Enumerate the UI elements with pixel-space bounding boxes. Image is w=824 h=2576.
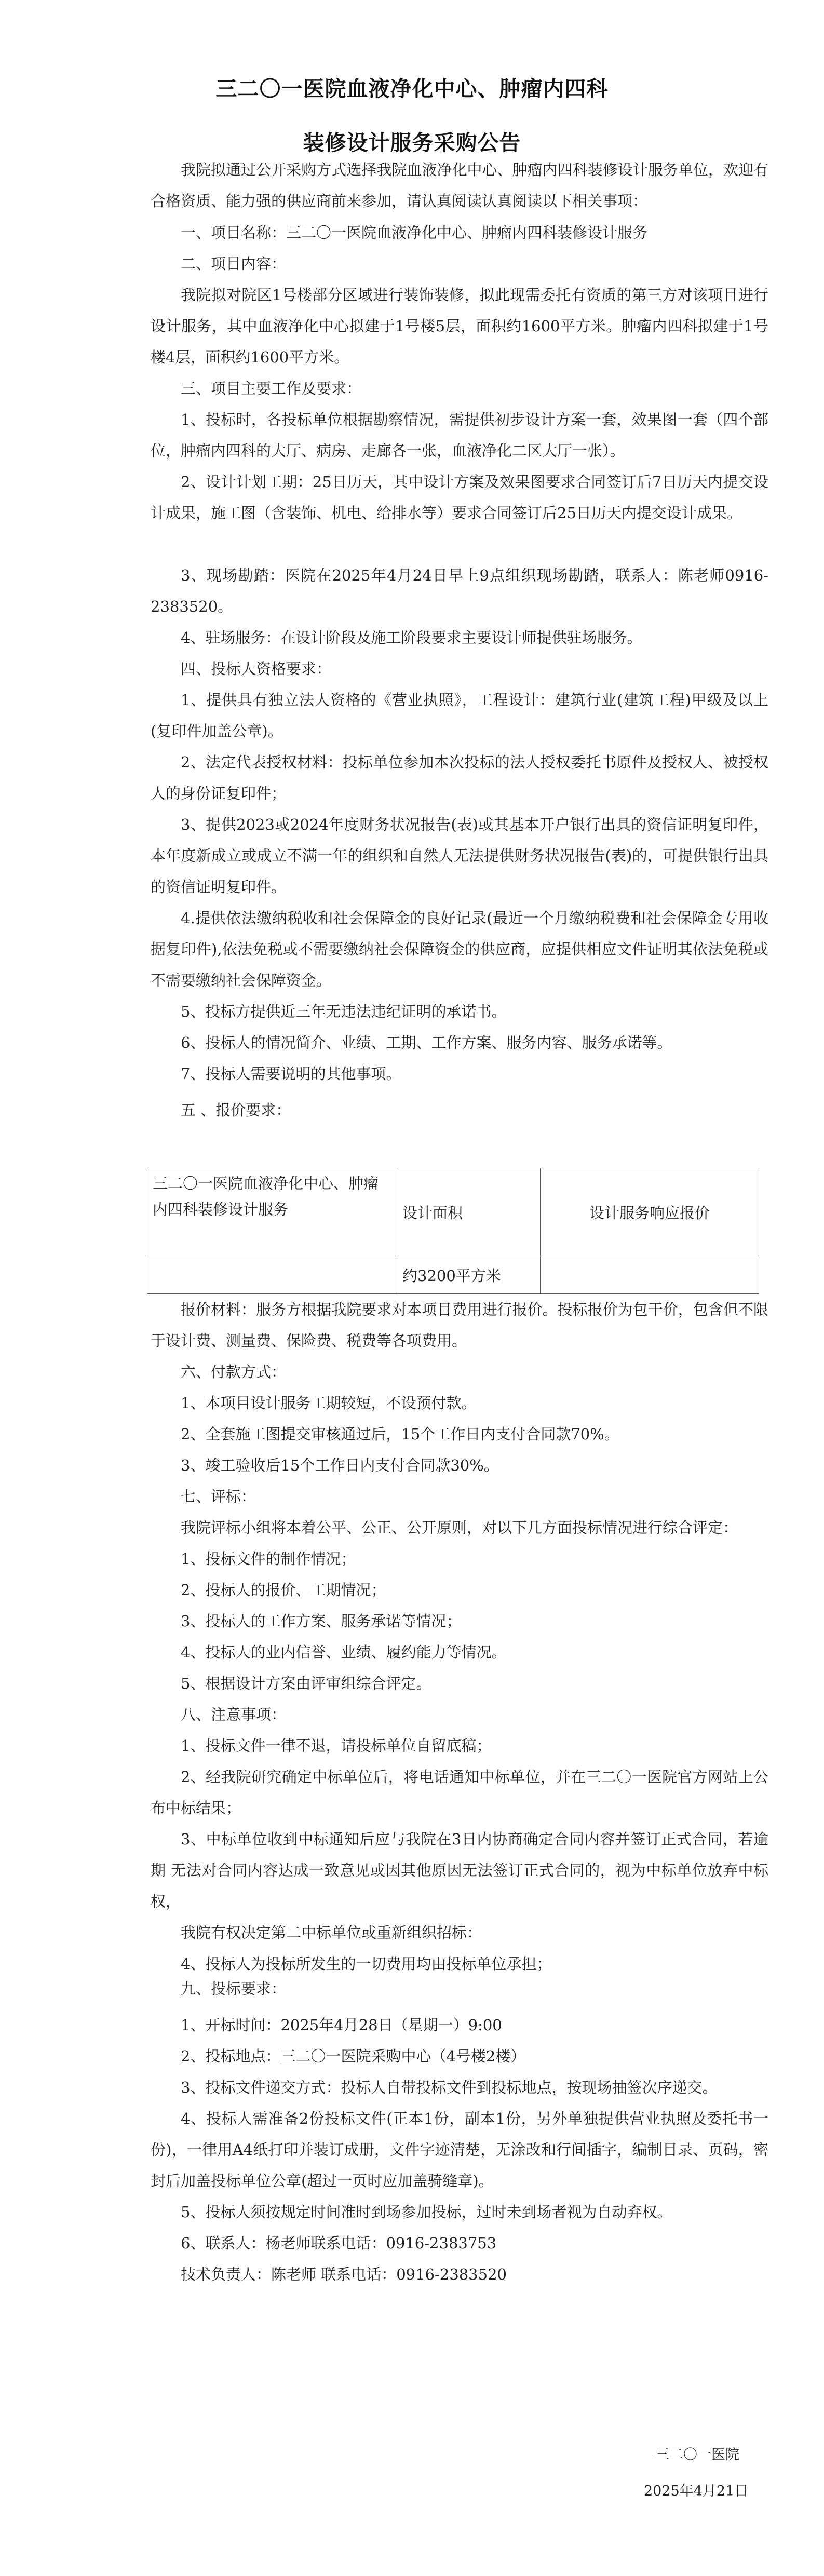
- section-2-heading: 二、项目内容：: [181, 255, 287, 273]
- section-9-item-3: 3、投标文件递交方式：投标人自带投标文件到投标地点，按现场抽签次序递交。: [181, 2079, 718, 2096]
- section-9-item-4: 4、投标人需准备2份投标文件(正本1份，副本1份，另外单独提供营业执照及委托书一份)，一律用A4纸打印并装订成册，文件字迹清楚，无涂改和行间插字，编制目录、页码，密封后加盖投标单位公章(超过一页时应加盖骑缝章)。: [151, 2110, 768, 2190]
- section-3-heading: 三、项目主要工作及要求：: [181, 380, 362, 397]
- quote-table: [147, 1168, 759, 1294]
- quote-table-area-header: 设计面积: [397, 1168, 541, 1256]
- section-4-item-6: 6、投标人的情况简介、业绩、工期、工作方案、服务内容、服务承诺等。: [181, 1034, 672, 1051]
- section-7-paragraph: 我院评标小组将本着公平、公正、公开原则，对以下几方面投标情况进行综合评定：: [181, 1519, 738, 1536]
- section-4-item-1: 1、提供具有独立法人资格的《营业执照》，工程设计：建筑行业(建筑工程)甲级及以上(复印件加盖公章)。: [151, 691, 768, 740]
- quote-table-project-cell: 三二〇一医院血液净化中心、肿瘤内四科装修设计服务: [147, 1168, 397, 1256]
- section-4-item-2: 2、法定代表授权材料：投标单位参加本次投标的法人授权委托书原件及授权人、被授权人的身份证复印件；: [151, 753, 768, 802]
- section-4-item-5: 5、投标方提供近三年无违法违纪证明的承诺书。: [181, 1003, 507, 1020]
- intro-paragraph: 我院拟通过公开采购方式选择我院血液净化中心、肿瘤内四科装修设计服务单位，欢迎有合格资质、能力强的供应商前来参加，请认真阅读认真阅读以下相关事项：: [151, 161, 768, 210]
- quote-table-price-header: 设计服务响应报价: [541, 1168, 759, 1256]
- quote-table-area-value: 约3200平方米: [397, 1256, 541, 1294]
- section-9-heading: 九、投标要求：: [181, 1980, 287, 1998]
- section-9-item-1: 1、开标时间：2025年4月28日（星期一）9:00: [181, 2016, 502, 2034]
- section-6-item-2: 2、全套施工图提交审核通过后，15个工作日内支付合同款70%。: [181, 1425, 619, 1443]
- section-8-paragraph: 我院有权决定第二中标单位或重新组织招标：: [181, 1924, 482, 1941]
- quote-table-empty-cell: [147, 1256, 397, 1294]
- section-6-heading: 六、付款方式：: [181, 1363, 287, 1381]
- section-9-item-5: 5、投标人须按规定时间准时到场参加投标，过时未到场者视为自动弃权。: [181, 2203, 672, 2221]
- quote-table-price-value: [541, 1256, 759, 1294]
- section-5-heading: 五 、报价要求：: [181, 1101, 291, 1119]
- section-8-item-3: 3、中标单位收到中标通知后应与我院在3日内协商确定合同内容并签订正式合同，若逾期 无法对合同内容达成一致意见或因其他原因无法签订正式合同的，视为中标单位放弃中标权，: [151, 1830, 768, 1910]
- section-8-item-1: 1、投标文件一律不退，请投标单位自留底稿；: [181, 1737, 492, 1755]
- section-9-technical-contact: 技术负责人：陈老师 联系电话：0916-2383520: [181, 2265, 507, 2283]
- section-8-item-4: 4、投标人为投标所发生的一切费用均由投标单位承担；: [181, 1955, 552, 1973]
- section-1-project-name: 一、项目名称：三二〇一医院血液净化中心、肿瘤内四科装修设计服务: [181, 224, 648, 241]
- section-9-item-6-contact: 6、联系人：杨老师联系电话：0916-2383753: [181, 2234, 497, 2252]
- section-6-item-3: 3、竣工验收后15个工作日内支付合同款30%。: [181, 1456, 499, 1474]
- section-9-item-2: 2、投标地点：三二〇一医院采购中心（4号楼2楼）: [181, 2047, 526, 2065]
- title-line-2: 装修设计服务采购公告: [303, 130, 521, 155]
- section-3-item-3: 3、现场勘踏：医院在2025年4月24日早上9点组织现场勘踏，联系人：陈老师0916-2383520。: [151, 567, 768, 615]
- section-2-content: 我院拟对院区1号楼部分区域进行装饰装修，拟此现需委托有资质的第三方对该项目进行设计服务，其中血液净化中心拟建于1号楼5层，面积约1600平方米。肿瘤内四科拟建于1号楼4层，面积约1600平方米。: [151, 286, 768, 366]
- section-8-item-2: 2、经我院研究确定中标单位后，将电话通知中标单位，并在三二〇一医院官方网站上公布中标结果；: [151, 1768, 768, 1817]
- section-3-item-2: 2、设计计划工期：25日历天，其中设计方案及效果图要求合同签订后7日历天内提交设计成果，施工图（含装饰、机电、给排水等）要求合同签订后25日历天内提交设计成果。: [151, 473, 768, 522]
- signature-organization: 三二〇一医院: [655, 2447, 739, 2463]
- section-7-item-3: 3、投标人的工作方案、服务承诺等情况；: [181, 1612, 462, 1630]
- section-5-pricing-note: 报价材料：服务方根据我院要求对本项目费用进行报价。投标报价为包干价，包含但不限于设计费、测量费、保险费、税费等各项费用。: [151, 1301, 768, 1350]
- section-7-item-4: 4、投标人的业内信誉、业绩、履约能力等情况。: [181, 1643, 507, 1661]
- title-line-1: 三二〇一医院血液净化中心、肿瘤内四科: [215, 76, 609, 101]
- section-3-item-4: 4、驻场服务：在设计阶段及施工阶段要求主要设计师提供驻场服务。: [181, 629, 642, 646]
- section-8-heading: 八、注意事项：: [181, 1706, 287, 1723]
- section-7-heading: 七、评标：: [181, 1488, 256, 1505]
- section-4-item-4: 4.提供依法缴纳税收和社会保障金的良好记录(最近一个月缴纳税费和社会保障金专用收据复印件),依法免税或不需要缴纳社会保障资金的供应商，应提供相应文件证明其依法免税或不需要缴纳社会保障资金。: [151, 909, 768, 989]
- section-6-item-1: 1、本项目设计服务工期较短，不设预付款。: [181, 1394, 477, 1412]
- section-4-item-3: 3、提供2023或2024年度财务状况报告(表)或其基本开户银行出具的资信证明复印件，本年度新成立或成立不满一年的组织和自然人无法提供财务状况报告(表)的，可提供银行出具的资信证明复印件。: [151, 816, 768, 896]
- signature-date: 2025年4月21日: [644, 2483, 749, 2499]
- section-4-item-7: 7、投标人需要说明的其他事项。: [181, 1065, 401, 1083]
- section-7-item-2: 2、投标人的报价、工期情况；: [181, 1581, 386, 1599]
- section-3-item-1: 1、投标时，各投标单位根据勘察情况，需提供初步设计方案一套，效果图一套（四个部位，肿瘤内四科的大厅、病房、走廊各一张，血液净化二区大厅一张）。: [151, 411, 768, 460]
- section-7-item-5: 5、根据设计方案由评审组综合评定。: [181, 1675, 431, 1692]
- section-4-heading: 四、投标人资格要求：: [181, 660, 332, 678]
- section-7-item-1: 1、投标文件的制作情况；: [181, 1550, 356, 1568]
